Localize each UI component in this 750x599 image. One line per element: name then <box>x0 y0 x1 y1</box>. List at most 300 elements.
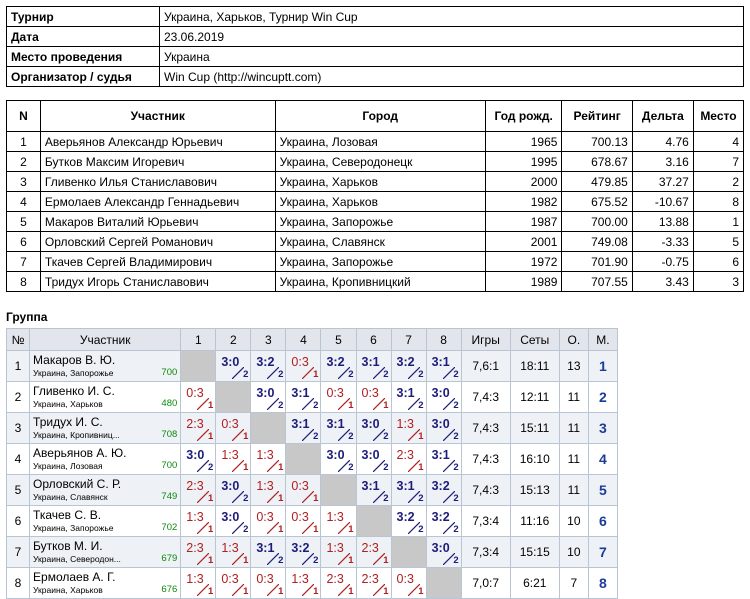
match-score: 3:0 <box>431 417 450 431</box>
match-score-cell[interactable] <box>321 382 356 413</box>
match-points: 1 <box>348 555 354 566</box>
match-score-cell[interactable] <box>216 475 251 506</box>
group-row-number: 3 <box>7 413 30 444</box>
participants-header: Участник <box>40 101 275 132</box>
participant-cell: 1989 <box>485 272 562 292</box>
info-value: 23.06.2019 <box>160 27 744 47</box>
participant-row <box>7 172 744 192</box>
player-rating: 700 <box>161 460 178 471</box>
match-score: 3:2 <box>431 479 450 493</box>
self-cell <box>321 475 356 506</box>
group-games: 7,0:7 <box>461 568 510 599</box>
match-score-cell[interactable] <box>426 413 461 444</box>
info-key: Турнир <box>7 7 160 27</box>
participant-cell: 1972 <box>485 252 562 272</box>
participant-cell: 3.16 <box>632 152 693 172</box>
match-points: 2 <box>383 431 389 442</box>
info-key: Организатор / судья <box>7 67 160 87</box>
match-score: 2:3 <box>361 572 379 586</box>
match-score: 2:3 <box>396 448 414 462</box>
match-points: 1 <box>313 493 319 504</box>
player-name: Тридух И. С. <box>33 415 103 429</box>
match-score: 3:2 <box>291 541 310 555</box>
match-score-cell[interactable] <box>286 413 321 444</box>
group-sets: 12:11 <box>510 382 559 413</box>
match-score: 2:3 <box>186 479 204 493</box>
participant-cell: Аверьянов Александр Юрьевич <box>40 132 275 152</box>
match-score: 0:3 <box>361 386 379 400</box>
match-score-cell[interactable] <box>356 382 391 413</box>
participant-cell: -0.75 <box>632 252 693 272</box>
match-score-cell[interactable] <box>426 351 461 382</box>
match-score: 1:3 <box>256 479 274 493</box>
match-score: 3:0 <box>221 355 240 369</box>
participant-cell: Орловский Сергей Романович <box>40 232 275 252</box>
participant-row <box>7 272 744 292</box>
participant-cell: -3.33 <box>632 232 693 252</box>
participants-header: Место <box>693 101 743 132</box>
group-row-number: 4 <box>7 444 30 475</box>
match-score: 3:2 <box>256 355 275 369</box>
self-cell <box>216 382 251 413</box>
match-points: 1 <box>208 493 214 504</box>
participant-cell: 701.90 <box>562 252 632 272</box>
match-score: 1:3 <box>326 541 344 555</box>
group-row <box>7 413 618 444</box>
participant-cell: 5 <box>7 212 41 232</box>
match-score-cell[interactable] <box>181 506 216 537</box>
match-points: 2 <box>208 462 214 473</box>
group-points: 13 <box>559 351 588 382</box>
group-row-number: 2 <box>7 382 30 413</box>
group-games: 7,4:3 <box>461 444 510 475</box>
participant-cell: 479.85 <box>562 172 632 192</box>
group-row <box>7 475 618 506</box>
match-points: 2 <box>383 462 389 473</box>
group-games: 7,6:1 <box>461 351 510 382</box>
info-key: Дата <box>7 27 160 47</box>
match-score-cell[interactable] <box>286 506 321 537</box>
match-score: 0:3 <box>291 510 309 524</box>
match-points: 1 <box>208 555 214 566</box>
match-points: 2 <box>383 493 389 504</box>
match-score: 1:3 <box>291 572 309 586</box>
group-place: 7 <box>588 537 617 568</box>
player-name: Ткачев С. В. <box>33 508 102 522</box>
group-player <box>30 413 181 444</box>
match-score-cell[interactable] <box>251 382 286 413</box>
participant-cell: 2 <box>693 172 743 192</box>
match-points: 1 <box>418 431 424 442</box>
group-player <box>30 506 181 537</box>
player-city: Украина, Запорожье <box>33 368 114 378</box>
match-score-cell[interactable] <box>391 351 426 382</box>
match-score-cell[interactable] <box>286 537 321 568</box>
info-row <box>7 27 744 47</box>
match-points: 1 <box>243 555 249 566</box>
self-cell <box>286 444 321 475</box>
group-row <box>7 351 618 382</box>
participant-row <box>7 232 744 252</box>
participant-cell: Бутков Максим Игоревич <box>40 152 275 172</box>
group-sets: 15:11 <box>510 413 559 444</box>
player-rating: 702 <box>161 522 178 533</box>
participants-table <box>6 100 744 292</box>
group-player <box>30 351 181 382</box>
match-score-cell[interactable] <box>251 475 286 506</box>
match-score-cell[interactable] <box>321 537 356 568</box>
player-city: Украина, Славянск <box>33 492 108 502</box>
match-points: 2 <box>243 369 249 380</box>
group-crosstable <box>6 328 618 599</box>
match-points: 2 <box>453 462 459 473</box>
group-header: Участник <box>30 329 181 351</box>
group-place: 4 <box>588 444 617 475</box>
participant-cell: 2 <box>7 152 41 172</box>
group-row <box>7 506 618 537</box>
group-header: 5 <box>321 329 356 351</box>
match-score-cell[interactable] <box>321 444 356 475</box>
group-header: 3 <box>251 329 286 351</box>
participant-cell: 2000 <box>485 172 562 192</box>
participant-cell: Украина, Славянск <box>275 232 485 252</box>
self-cell <box>356 506 391 537</box>
player-rating: 676 <box>161 584 178 595</box>
participant-cell: 37.27 <box>632 172 693 192</box>
participant-cell: 5 <box>693 232 743 252</box>
participant-cell: 7 <box>7 252 41 272</box>
group-row-number: 6 <box>7 506 30 537</box>
participant-row <box>7 252 744 272</box>
player-name: Орловский С. Р. <box>33 477 122 491</box>
match-score: 3:1 <box>431 355 450 369</box>
match-score-cell[interactable] <box>391 506 426 537</box>
match-score: 0:3 <box>221 572 239 586</box>
match-score: 3:1 <box>291 417 310 431</box>
info-value: Win Cup (http://wincuptt.com) <box>160 67 744 87</box>
match-score-cell[interactable] <box>426 537 461 568</box>
match-score-cell[interactable] <box>251 351 286 382</box>
participant-cell: 749.08 <box>562 232 632 252</box>
match-score-cell[interactable] <box>391 444 426 475</box>
group-row <box>7 537 618 568</box>
self-cell <box>251 413 286 444</box>
player-name: Макаров В. Ю. <box>33 353 116 367</box>
participant-cell: 707.55 <box>562 272 632 292</box>
group-place: 2 <box>588 382 617 413</box>
match-points: 1 <box>243 431 249 442</box>
match-points: 2 <box>453 493 459 504</box>
player-rating: 700 <box>161 367 178 378</box>
participants-header: Дельта <box>632 101 693 132</box>
info-row <box>7 7 744 27</box>
participant-cell: 6 <box>7 232 41 252</box>
group-points: 10 <box>559 537 588 568</box>
match-score-cell[interactable] <box>356 475 391 506</box>
match-score: 3:1 <box>291 386 310 400</box>
info-row <box>7 67 744 87</box>
match-score: 0:3 <box>291 355 309 369</box>
match-score: 1:3 <box>186 572 204 586</box>
match-points: 1 <box>313 524 319 535</box>
match-score-cell[interactable] <box>251 444 286 475</box>
group-games: 7,3:4 <box>461 537 510 568</box>
match-score-cell[interactable] <box>251 506 286 537</box>
match-score: 0:3 <box>326 386 344 400</box>
group-sets: 6:21 <box>510 568 559 599</box>
match-points: 2 <box>418 400 424 411</box>
match-points: 2 <box>348 431 354 442</box>
participant-cell: 4 <box>693 132 743 152</box>
match-score: 3:1 <box>431 448 450 462</box>
group-header: 2 <box>216 329 251 351</box>
participant-row <box>7 192 744 212</box>
group-points: 11 <box>559 413 588 444</box>
match-score: 3:2 <box>396 510 415 524</box>
match-score: 2:3 <box>186 417 204 431</box>
participant-cell: -10.67 <box>632 192 693 212</box>
match-points: 2 <box>243 493 249 504</box>
player-name: Аверьянов А. Ю. <box>33 446 127 460</box>
match-score: 1:3 <box>186 510 204 524</box>
match-points: 2 <box>278 369 284 380</box>
match-score-cell[interactable] <box>286 475 321 506</box>
match-score: 1:3 <box>326 510 344 524</box>
match-points: 2 <box>453 431 459 442</box>
match-score-cell[interactable] <box>216 413 251 444</box>
match-points: 1 <box>243 586 249 597</box>
match-score-cell[interactable] <box>391 475 426 506</box>
player-city: Украина, Харьков <box>33 585 103 595</box>
group-games: 7,4:3 <box>461 382 510 413</box>
participant-cell: Украина, Харьков <box>275 172 485 192</box>
match-score: 0:3 <box>256 572 274 586</box>
match-score: 3:2 <box>326 355 345 369</box>
group-place: 5 <box>588 475 617 506</box>
match-points: 2 <box>313 555 319 566</box>
info-key: Место проведения <box>7 47 160 67</box>
match-score: 3:0 <box>186 448 205 462</box>
player-city: Украина, Северодон... <box>33 554 121 564</box>
match-points: 2 <box>453 369 459 380</box>
participant-cell: 3.43 <box>632 272 693 292</box>
match-score-cell[interactable] <box>391 382 426 413</box>
participant-cell: 4.76 <box>632 132 693 152</box>
group-sets: 16:10 <box>510 444 559 475</box>
match-score-cell[interactable] <box>286 351 321 382</box>
match-score-cell[interactable] <box>426 382 461 413</box>
match-score: 3:0 <box>256 386 275 400</box>
match-points: 1 <box>278 586 284 597</box>
match-score: 0:3 <box>221 417 239 431</box>
match-score-cell[interactable] <box>321 413 356 444</box>
info-row <box>7 47 744 67</box>
match-score-cell[interactable] <box>426 444 461 475</box>
participant-cell: 1995 <box>485 152 562 172</box>
match-score-cell[interactable] <box>216 444 251 475</box>
group-header: 4 <box>286 329 321 351</box>
self-cell <box>391 537 426 568</box>
group-header: № <box>7 329 30 351</box>
match-points: 1 <box>348 524 354 535</box>
group-sets: 18:11 <box>510 351 559 382</box>
match-score-cell[interactable] <box>286 382 321 413</box>
match-points: 2 <box>278 400 284 411</box>
match-points: 2 <box>278 555 284 566</box>
player-city: Украина, Харьков <box>33 399 103 409</box>
participant-cell: 678.67 <box>562 152 632 172</box>
group-points: 10 <box>559 506 588 537</box>
match-score: 3:0 <box>361 448 380 462</box>
participant-row <box>7 132 744 152</box>
participant-cell: 700.00 <box>562 212 632 232</box>
match-score-cell[interactable] <box>181 413 216 444</box>
group-header: М. <box>588 329 617 351</box>
participant-cell: Макаров Виталий Юрьевич <box>40 212 275 232</box>
group-row-number: 1 <box>7 351 30 382</box>
group-header: 8 <box>426 329 461 351</box>
group-header: 6 <box>356 329 391 351</box>
match-score-cell[interactable] <box>356 351 391 382</box>
match-points: 1 <box>348 400 354 411</box>
match-points: 2 <box>313 431 319 442</box>
match-score-cell[interactable] <box>181 444 216 475</box>
participant-cell: 700.13 <box>562 132 632 152</box>
match-score: 3:0 <box>326 448 345 462</box>
match-score-cell[interactable] <box>391 413 426 444</box>
group-place: 3 <box>588 413 617 444</box>
match-score: 0:3 <box>396 572 414 586</box>
match-score: 3:1 <box>256 541 275 555</box>
participant-cell: 675.52 <box>562 192 632 212</box>
group-row-number: 5 <box>7 475 30 506</box>
match-score-cell[interactable] <box>321 351 356 382</box>
group-sets: 11:16 <box>510 506 559 537</box>
match-points: 2 <box>313 400 319 411</box>
match-score-cell[interactable] <box>356 413 391 444</box>
player-name: Гливенко И. С. <box>33 384 115 398</box>
group-row-number: 7 <box>7 537 30 568</box>
match-score: 3:0 <box>221 510 240 524</box>
participant-cell: 1 <box>7 132 41 152</box>
match-score: 3:1 <box>396 479 415 493</box>
match-points: 2 <box>418 524 424 535</box>
match-score-cell[interactable] <box>251 537 286 568</box>
match-score-cell[interactable] <box>216 506 251 537</box>
match-score-cell[interactable] <box>181 537 216 568</box>
match-points: 1 <box>278 493 284 504</box>
participant-cell: 1965 <box>485 132 562 152</box>
participants-header: Город <box>275 101 485 132</box>
info-value: Украина <box>160 47 744 67</box>
player-city: Украина, Лозовая <box>33 461 103 471</box>
match-score-cell[interactable] <box>321 506 356 537</box>
participant-cell: Украина, Запорожье <box>275 212 485 232</box>
participant-cell: Ткачев Сергей Владимирович <box>40 252 275 272</box>
match-score-cell[interactable] <box>356 537 391 568</box>
player-rating: 480 <box>161 398 178 409</box>
match-points: 2 <box>383 369 389 380</box>
group-header: Сеты <box>510 329 559 351</box>
participant-cell: 8 <box>693 192 743 212</box>
player-name: Бутков М. И. <box>33 539 103 553</box>
match-score-cell[interactable] <box>426 506 461 537</box>
match-score: 0:3 <box>256 510 274 524</box>
match-points: 1 <box>348 586 354 597</box>
match-score-cell[interactable] <box>216 537 251 568</box>
group-header: 1 <box>181 329 216 351</box>
match-score: 2:3 <box>361 541 379 555</box>
participant-cell: Украина, Северодонецк <box>275 152 485 172</box>
group-header: О. <box>559 329 588 351</box>
group-place: 1 <box>588 351 617 382</box>
group-row-number: 8 <box>7 568 30 599</box>
match-score-cell[interactable] <box>181 475 216 506</box>
participant-cell: 3 <box>693 272 743 292</box>
participant-row <box>7 212 744 232</box>
player-rating: 679 <box>161 553 178 564</box>
match-points: 2 <box>418 369 424 380</box>
group-row <box>7 444 618 475</box>
info-value: Украина, Харьков, Турнир Win Cup <box>160 7 744 27</box>
group-player <box>30 537 181 568</box>
match-score: 3:1 <box>326 417 345 431</box>
match-points: 1 <box>208 400 214 411</box>
match-score: 1:3 <box>256 448 274 462</box>
match-score-cell[interactable] <box>426 475 461 506</box>
group-header: 7 <box>391 329 426 351</box>
match-points: 1 <box>278 462 284 473</box>
group-games: 7,3:4 <box>461 506 510 537</box>
participant-cell: 6 <box>693 252 743 272</box>
group-place: 8 <box>588 568 617 599</box>
participant-cell: 8 <box>7 272 41 292</box>
match-points: 2 <box>453 555 459 566</box>
match-score: 1:3 <box>221 541 239 555</box>
participant-cell: Украина, Кропивницкий <box>275 272 485 292</box>
participant-cell: 1987 <box>485 212 562 232</box>
match-score-cell[interactable] <box>356 444 391 475</box>
group-sets: 15:15 <box>510 537 559 568</box>
participant-cell: Тридух Игорь Станиславович <box>40 272 275 292</box>
participant-cell: 7 <box>693 152 743 172</box>
match-score: 3:2 <box>396 355 415 369</box>
match-score: 1:3 <box>221 448 239 462</box>
self-cell <box>181 351 216 382</box>
participant-cell: Украина, Лозовая <box>275 132 485 152</box>
group-points: 11 <box>559 382 588 413</box>
group-header: Игры <box>461 329 510 351</box>
player-city: Украина, Кропивниц... <box>33 430 120 440</box>
group-title: Группа <box>6 310 48 324</box>
match-points: 1 <box>208 431 214 442</box>
group-points: 11 <box>559 475 588 506</box>
participants-header: Рейтинг <box>562 101 632 132</box>
match-points: 1 <box>243 462 249 473</box>
match-score: 3:0 <box>431 386 450 400</box>
match-score-cell[interactable] <box>181 382 216 413</box>
match-score: 0:3 <box>186 386 204 400</box>
match-points: 1 <box>313 369 319 380</box>
group-games: 7,4:3 <box>461 475 510 506</box>
participant-cell: 1 <box>693 212 743 232</box>
match-score: 0:3 <box>291 479 309 493</box>
match-points: 2 <box>243 524 249 535</box>
match-score: 2:3 <box>186 541 204 555</box>
match-score-cell[interactable] <box>216 351 251 382</box>
participant-cell: Украина, Харьков <box>275 192 485 212</box>
match-points: 1 <box>383 555 389 566</box>
